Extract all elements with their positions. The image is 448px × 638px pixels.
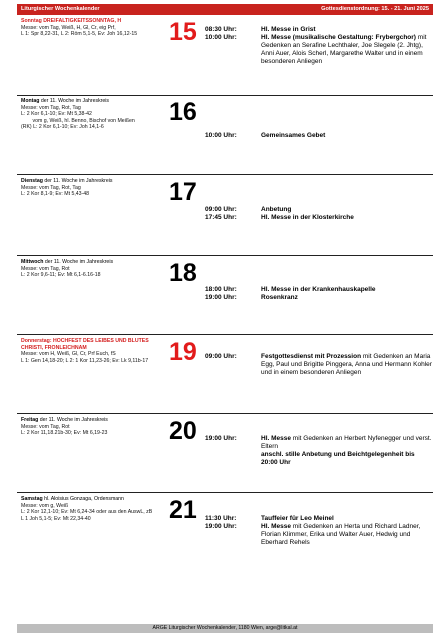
divider [17,255,433,256]
event-time: 19:00 Uhr: [205,435,237,442]
event-row [205,132,433,140]
day-title: Mittwoch [21,259,44,265]
liturgy-info: Freitag der 11. Woche im Jahreskreis Messe: vom Tag, Rot L: 2 Kor 11,18.21b-30; Ev: Mt 6,19-23 [21,417,163,437]
event-time: 19:00 Uhr: [205,294,237,301]
event-list [205,132,433,140]
event-row: 09:00 Uhr: Festgottesdienst mit Prozession mit Gedenken an Maria Egg, Paul und Brigitte Pinggera, Anna und Hermann Kohler und in einem besonderen Anliegen [205,353,432,376]
header-date-range: Gottesdienstordnung: 15. - 21. Juni 2025 [321,6,429,12]
divider [17,334,433,335]
day-block-20 [17,415,433,493]
day-block-21 [17,494,433,604]
day-number: 21 [169,496,197,524]
event-title: Festgottesdienst mit Prozession [261,353,362,360]
liturgy-line: L: 2 Kor 12,1-10; Ev: Mt 6,24-34 oder aus den AuswL, zB [21,509,153,516]
liturgy-line: Messe: vom Tag, Rot, Tag [21,184,81,191]
event-title: Hl. Messe in Grist [261,26,316,33]
event-row: 10:00 Uhr: Hl. Messe (musikalische Gestaltung: Frybergchor) mit Gedenken an Serafine Lechthaler, Joe Slegele (2. Jhtg), Anni Auer, Alois Scherl, Margarethe Walter und in einem besonderen Anliegen [205,34,427,65]
liturgy-info: Montag der 11. Woche im Jahreskreis Messe: vom Tag, Rot, Tag L: 2 Kor 6,1-10; Ev: Mt 5,38-42 vom g, Weiß, hl. Benno, Bischof von Meißen (RK) L: 2 Kor 6,1-10; Ev: Joh 14,1-6 [21,98,163,131]
event-row: 19:00 Uhr: Hl. Messe mit Gedenken an Herta und Richard Ladner, Florian Klimmer, Erika und Walter Auer, Hedwig und Eberhard Rehels [205,523,421,546]
liturgy-line: Messe: vom Tag, Rot [21,423,70,430]
event-list [205,435,433,467]
liturgy-line: L 1: Gen 14,18-20; L 2: 1 Kor 11,23-26; Ev: Lk 9,11b-17 [21,357,149,364]
event-row: 19:00 Uhr: Hl. Messe mit Gedenken an Herbert Nyfenegger und verst. Eltern [205,435,432,450]
day-number: 19 [169,338,197,366]
day-number: 17 [169,178,197,206]
header-title: Liturgischer Wochenkalender [21,6,100,12]
liturgy-info [21,338,163,364]
event-row [205,286,433,294]
day-title: Montag [21,98,40,104]
divider [17,174,433,175]
page-footer: ARGE Liturgischer Wochenkalender, 1180 Wien, arge@litkal.at [17,624,433,633]
day-block-19 [17,336,433,414]
event-title: Gemeinsames Gebet [261,132,326,139]
liturgy-info [21,18,163,38]
event-title: Hl. Messe [261,435,291,442]
event-list [205,353,433,377]
event-time: 09:00 Uhr: [205,206,237,213]
day-number: 20 [169,417,197,445]
day-title: Donnerstag: HOCHFEST DES LEIBES UND BLUTES CHRISTI, FRONLEICHNAM [21,338,149,351]
day-title: Sonntag DREIFALTIGKEITSSONNTAG, H [21,18,122,24]
liturgy-info: Samstag hl. Aloisius Gonzaga, Ordensmann Messe: vom g, Weiß L: 2 Kor 12,1-10; Ev: Mt 6,24-34 oder aus den AuswL, zB L 1 Joh 5,1-5; Ev: Mt 22,34-40 [21,496,163,522]
liturgy-line: Messe: vom H, Weiß, Gl, Cr, Prf Euch, fS [21,351,116,358]
event-row [205,294,433,302]
event-row [205,206,433,214]
event-title: Hl. Messe in der Klosterkirche [261,214,354,221]
event-time: 18:00 Uhr: [205,286,237,293]
day-block-18 [17,257,433,335]
liturgy-line: L 1 Joh 5,1-5; Ev: Mt 22,34-40 [21,515,91,522]
event-time: 11:30 Uhr: [205,515,237,522]
event-title: Rosenkranz [261,294,298,301]
day-block-16 [17,96,433,174]
event-title: Hl. Messe [261,523,291,530]
event-list [205,26,433,66]
event-time: 10:00 Uhr: [205,34,237,41]
liturgy-line: Messe: vom Tag, Rot, Tag [21,104,81,111]
event-title: anschl. stille Anbetung und Beichtgelegenheit bis 20:00 Uhr [261,451,415,466]
divider [17,492,433,493]
liturgy-line: L: 2 Kor 8,1-9; Ev: Mt 5,43-48 [21,191,90,198]
day-title: Freitag [21,417,39,423]
liturgy-line: Messe: vom Tag, Rot [21,265,70,272]
day-block-17 [17,176,433,254]
day-block-15 [17,16,433,94]
event-row [205,214,433,222]
day-number: 16 [169,98,197,126]
day-number: 18 [169,259,197,287]
liturgy-line: L: 2 Kor 9,6-11; Ev: Mt 6,1-6.16-18 [21,272,101,279]
event-title: Hl. Messe in der Krankenhauskapelle [261,286,376,293]
page-header [17,4,433,15]
event-time: 09:00 Uhr: [205,353,237,360]
liturgy-line: L 1: Spr 8,22-31, L 2: Röm 5,1-5, Ev: Joh 16,12-15 [21,31,138,38]
liturgy-line: Messe: vom g, Weiß [21,502,69,509]
event-time: 08:30 Uhr: [205,26,237,33]
liturgy-info: Mittwoch der 11. Woche im Jahreskreis Messe: vom Tag, Rot L: 2 Kor 9,6-11; Ev: Mt 6,1-6.16-18 [21,259,163,279]
day-title: Samstag [21,496,43,502]
divider [17,413,433,414]
event-time: 10:00 Uhr: [205,132,237,139]
event-time: 19:00 Uhr: [205,523,237,530]
event-list [205,515,433,547]
event-title: Hl. Messe (musikalische Gestaltung: Frybergchor) [261,34,416,41]
event-row [205,451,433,467]
event-title: Anbetung [261,206,292,213]
event-row [205,26,433,34]
liturgy-line: (RK) L: 2 Kor 6,1-10; Ev: Joh 14,1-6 [21,124,104,131]
event-time: 17:45 Uhr: [205,214,237,221]
liturgy-line: L: 2 Kor 11,18.21b-30; Ev: Mt 6,19-23 [21,430,108,437]
liturgy-line: vom g, Weiß, hl. Benno, Bischof von Meißen [21,117,135,124]
event-list [205,286,433,302]
liturgy-line: Messe: vom Tag, Weiß, H, Gl, Cr, eig Prf, [21,24,116,31]
event-list [205,206,433,222]
liturgy-line: L: 2 Kor 6,1-10; Ev: Mt 5,38-42 [21,111,92,118]
day-number: 15 [169,18,197,46]
event-row [205,515,433,523]
event-time [205,451,261,467]
liturgy-info: Dienstag der 11. Woche im Jahreskreis Messe: vom Tag, Rot, Tag L: 2 Kor 8,1-9; Ev: Mt 5,43-48 [21,178,163,198]
day-title: Dienstag [21,178,43,184]
event-title: Tauffeier für Leo Meinel [261,515,334,522]
